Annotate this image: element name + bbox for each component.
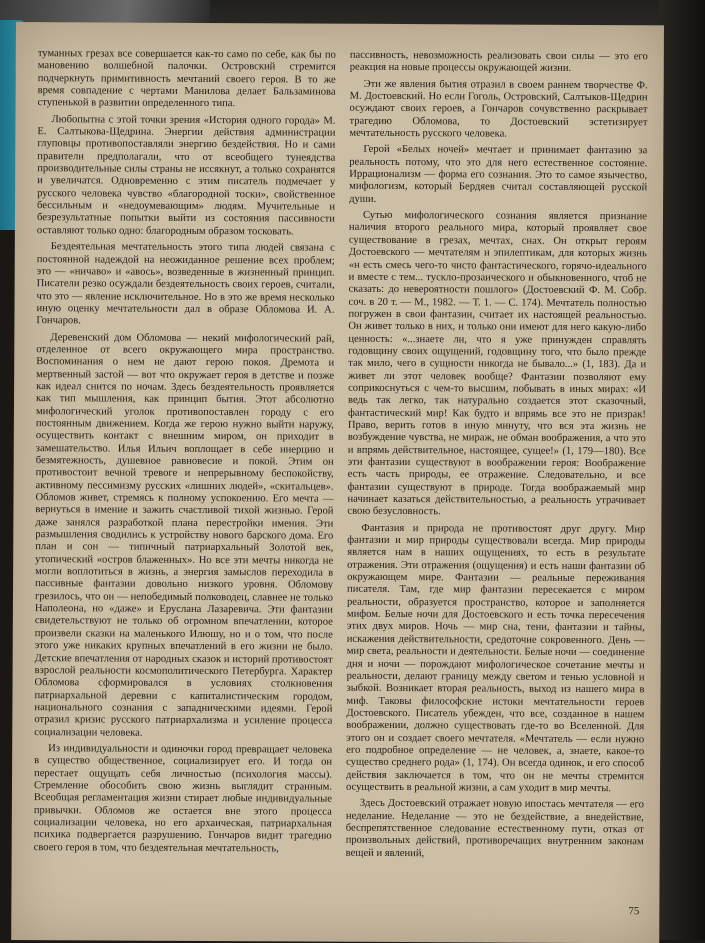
paragraph: туманных грезах все совершается как-то само по себе, как бы по мановению волшебной палочки. Островский стремится подчеркнуть примитивность мечтаний своего героя. В то же время совпадение с чертами Манилова делает Бальзаминова ступенькой в развитии определенного типа. xyxy=(37,48,336,110)
right-text-column xyxy=(346,50,648,862)
paragraph: Из индивидуальности и одиночки город превращает человека в существо общественное, социализирует его. И тогда он перестает ощущать себя личностью (психология массы). Стремление обособить свою жизнь выглядит странным. Всеобщая регламентация жизни стирает любые индивидуальные привычки. Обломов же остается вне этого процесса социализации человека, но его архаическая, патриархальная психика подвергается разрушению. Гончаров видит трагедию своего героя в том, что бездеятельная мечтательность, xyxy=(33,743,333,855)
paragraph: Любопытна с этой точки зрения «История одного города» М. Е. Салтыкова-Щедрина. Энергии действия администрации глуповцы противопоставляли энергию бездействия. Но и сами правители предполагали, что от всеобщего тунеядства производительные силы страны не иссякнут, а только сохранятся и увеличатся. Одновременно с этим писатель подмечает у русского человека чувство «благородной тоски», свойственное бессильным и «недоумевающим» людям. Мучительные и безрезультатные попытки выйти из состояния пассивности оставляют только одно: благородным образом тосковать. xyxy=(36,113,336,238)
paragraph: Сутью мифологического сознания является признание наличия второго реального мира, который проявляет свое существование в грезах, мечтах, снах. Он открыт героям Достоевского — мечтателям и эпилептикам, для которых жизнь «н есть смесь чего-то чисто фантастического, горячо-идеального и вместе с тем... тускло-прозаического и обыкновенного, чтоб не сказать: до невероятности пошлого» (Достоевский Ф. М. Собр. соч. в 20 т. — М., 1982. — Т. 1. — С. 174). Мечтатель полностью погружен в свои фантазии, считает их настоящей реальностью. Он живет только в них, и только они имеют для него какую-либо ценность: «...знаете ли, что я уже принужден справлять годовщину своих ощущений, годовщину того, что было прежде так мило, чего в сущности никогда не бывало...» (1, 183). Да и живет ли этот человек вообще? Фантазии позволяют ему соприкоснуться с чем-то высшим, побывать в иных мирах: «И ведь так легко, так натурально создается этот сказочный, фантастический мир! Как будто и впрямь все это не призрак! Право, верить готов в иную минуту, что вся эта жизнь не возбуждение чувства, не мираж, не обман воображения, а что это и впрямь действительное, настоящее, сущее!» (1, 179—180). Все эти фантазии существуют в воображении героя: Воображение есть часть природы, ее отражение. Следовательно, и все фантазии существуют в природе. Тогда воображаемый мир начинает казаться действительностью, а реальность утрачивает свою безусловность. xyxy=(347,209,648,518)
paragraph: Деревенский дом Обломова — некий мифологический рай, отделенное от всего окружающего мира пространство. Воспоминания о нем не дают герою покоя. Дремота и мертвенный застой — вот что окружает героя в детстве и позже как идеал снится по ночам. Здесь бездеятельность проявляется как тип мышления, как принцип бытия. Этот абсолютно мифологический уголок противопоставлен городу с его постоянным движением. Когда же герою нужно выйти наружу, осуществить контакт с внешним миром, он приходит в замешательство. Илья Ильич воплощает в себе инерцию и безмятежность, душевное равновесие и покой. Этим он противостоит вечной тревоге и непрерывному беспокойству, активному пессимизму русских «лишних людей», «скитальцев». Обломов живет, стремясь к полному успокоению. Его мечта — вернуться в имение и зажить счастливой тихой жизнью. Герой даже занялся разработкой плана перестройки имения. Эти размышления сводились к устройству нового барского дома. Его план и сон — типичный патриархальный Золотой век, утопический «остров блаженных». Но все эти мечты никогда не могли воплотиться в жизнь, а энергия замыслов переходила в пассивные фантазии довольно низкого уровня. Обломову грезилось, что он — непобедимый полководец, славнее не только Наполеона, но «даже» и Еруслана Лазаревича. Эти фантазии свидетельствуют не только об огромном впечатлении, которое произвели сказки на маленького Илюшу, но и о том, что после этого уже никаких крупных впечатлений в его жизни не было. Детские впечатления от народных сказок и историй противостоят взрослой реальности космополитического Петербурга. Характер Обломова сформировался в условиях столкновения патриархальной деревни с капиталистическим городом, национального сознания с западническими идеями. Герой отразил кризис русского патриархализма и усиление процесса социализации человека. xyxy=(34,331,335,739)
paragraph: Здесь Достоевский отражает новую ипостась мечтателя — его неделание. Неделание — это не бездействие, а внедействие, беспрепятственное следование естественному пути, отказ от произвольных действий, противоречащих внутренним законам вещей и явлений, xyxy=(345,798,644,859)
background-right-edge xyxy=(659,0,705,940)
paragraph: пассивность, невозможность реализовать свои силы — это его реакция на новые процессы окружающей жизни. xyxy=(349,49,648,75)
page-number: 75 xyxy=(628,905,640,918)
paragraph: Бездеятельная мечтательность этого типа людей связана с постоянной надеждой на неожиданное решение всех проблем; это — «ничаво» и «авось», возведенные в жизненный принцип. Писатели резко осуждали бездеятельность своих героев, считали, что это — явление исключительное. Но в это же время несколько иную оценку мечтательности дал в образе Обломова И. А. Гончаров. xyxy=(36,241,335,327)
paragraph: Герой «Белых ночей» мечтает и принимает фантазию за реальность потому, что это для него естественное состояние. Иррационализм — форма его сознания. Это то самое язычество, мифологизм, который Бердяев считал составляющей русской души. xyxy=(349,144,648,205)
paragraph: Эти же явления бытия отразил в своем раннем творчестве Ф. М. Достоевский. Но если Гоголь, Островский, Салтыков-Щедрин осуждают своих героев, а Гончаров сочувственно раскрывает трагедию Обломова, то Достоевский эстетизирует мечтательность русского человека. xyxy=(349,78,648,140)
left-text-column xyxy=(34,48,336,856)
paragraph: Фантазия и природа не противостоят друг другу. Мир фантазии и мир природы существовали всегда. Мир природы является нам в наших ощущениях, то есть в результате отражения. Эти отражения (ощущения) и есть наши фантазии об окружающем мире. Фантазии — реальные переживания писателя. Там, где мир фантазии пересекается с миром реальности, образуется пространство, которое и заполняется мифом. Белые ночи для Достоевского и есть точка пересечения этих двух миров. Ночь — мир сна, тени, фантазии и тайны, искажения действительности, средоточие сокровенного. День — мир света, реальности и деятельности. Белые ночи — соединение дня и ночи — порождают мифологическое сочетание мечты и реальности, делают границу между светом и тенью условной и зыбкой. Возникает вторая реальность, выход из нашего мира в миф. Таковы философские истоки мечтательности героев Достоевского. Писатель убежден, что все, созданное в нашем воображении, должно существовать где-то во Вселенной. Для этого он и создает своего мечтателя. «Мечтатель — если нужно его подробное определение — не человек, а, знаете, какое-то существо среднего рода» (1, 174). Он всегда одинок, и его способ действия заключается в том, что он не мечты стремится осуществить в реальной жизни, а сам уходит в мир мечты. xyxy=(345,522,646,795)
magazine-page xyxy=(11,22,664,943)
